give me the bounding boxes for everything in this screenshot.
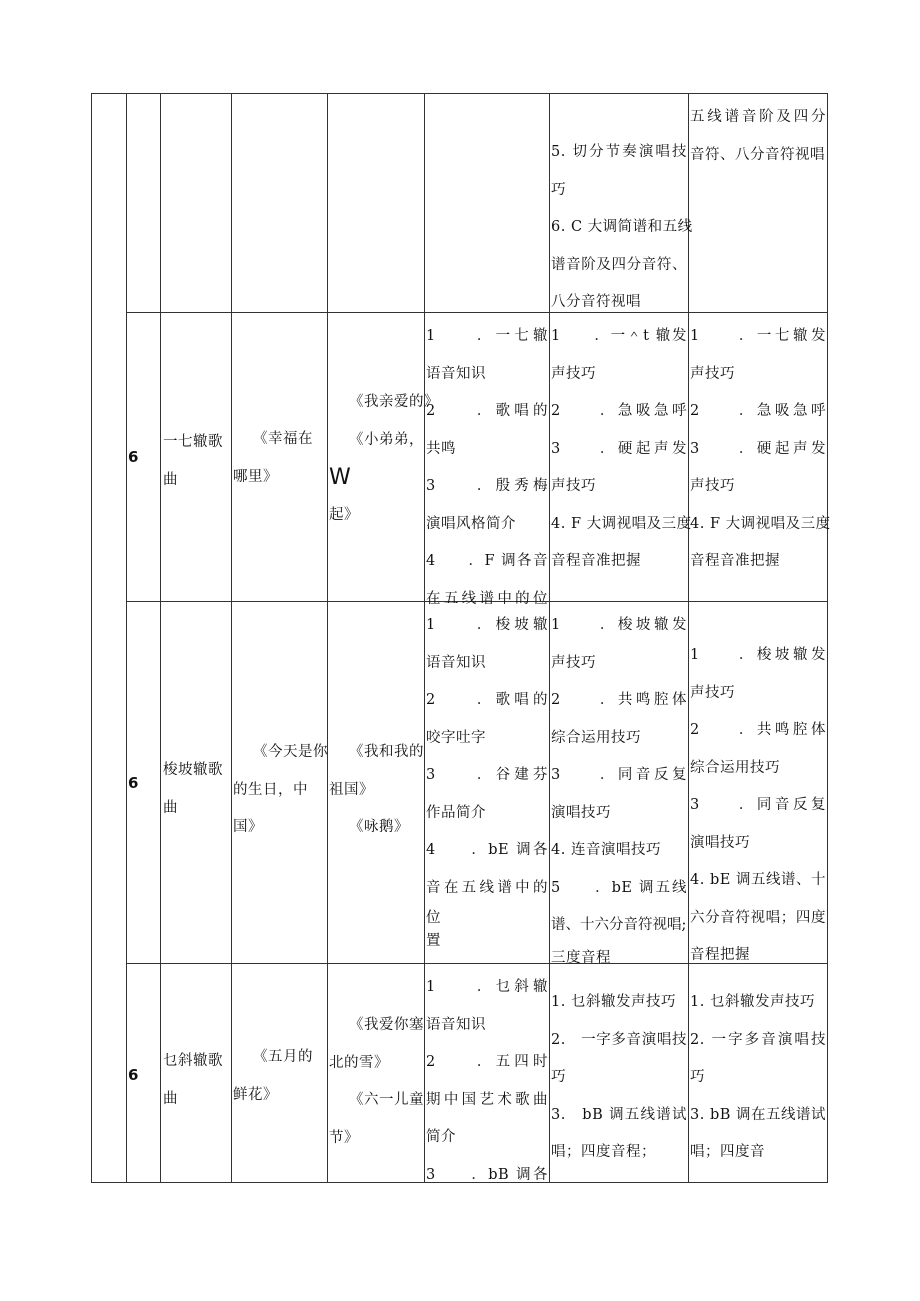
cell-text: 4. F 大调视唱及三度 (551, 515, 692, 532)
cell-text: 6. C 大调简谱和五线 (551, 219, 693, 235)
assessment-cell (690, 984, 826, 1172)
cell-text: 1 ．一七辙 (426, 328, 548, 344)
assessment-cell (690, 318, 831, 581)
col-border (827, 93, 828, 1183)
table-top-border (91, 93, 828, 94)
song-cell (233, 1039, 326, 1114)
cell-text: 3 ．硬起声发 (690, 440, 826, 457)
cell-text: 三度音程 (551, 949, 611, 966)
cell-text: 4. bE 调五线谱、十 (690, 872, 826, 888)
song-cell (329, 1007, 423, 1157)
cell-text: 1 ．梭坡辙 (426, 617, 548, 633)
cell-text: 国》 (233, 819, 263, 835)
cell-text: 置 (426, 933, 441, 949)
cell-text: 演唱风格简介 (426, 515, 516, 532)
cell-text: 综合运用技巧 (551, 729, 641, 746)
assessment-cell (690, 637, 826, 975)
cell-text: 声技巧 (551, 365, 596, 382)
cell-text: 语音知识 (426, 1016, 486, 1033)
cell-text: 音程音准把握 (551, 553, 641, 569)
cell-text: 4. F 大调视唱及三度 (690, 515, 831, 532)
cell-text: 3 ．硬起声发 (551, 440, 687, 457)
cell-text: 巧 (551, 181, 566, 198)
knowledge-cell (426, 969, 548, 1181)
col-border (327, 93, 328, 1183)
cell-text: 1. 乜斜辙发声技巧 (690, 994, 815, 1010)
cell-text: 2 ．歌唱的 (426, 403, 548, 419)
song-cell (329, 384, 439, 534)
cell-text: 5 ．bE 调五线 (551, 879, 687, 896)
cell-text: 五线谱音阶及四分 (690, 109, 826, 125)
cell-text: 《我亲爱的》 (349, 394, 439, 410)
cell-text: 《幸福在 (253, 431, 313, 447)
cell-text: 2 ．歌唱的 (426, 692, 548, 708)
cell-text: 1 ．梭坡辙发 (690, 647, 826, 663)
unit-title-cell (163, 424, 230, 499)
cell-text: 期中国艺术歌曲 (426, 1091, 548, 1108)
cell-text: 《今天是你 (253, 744, 328, 760)
cell-text: 2 ．共鸣腔体 (690, 722, 826, 738)
cell-text: 音在五线谱中的 (426, 879, 548, 896)
cell-text: 八分音符视唱 (551, 294, 641, 310)
cell-text: 六分音符视唱；四度 (690, 909, 826, 926)
cell-text: 梭坡辙歌 (163, 762, 223, 778)
cell-text: 唱；四度音 (690, 1144, 765, 1160)
cell-text: 3. bB 调五线谱试 (551, 1106, 687, 1123)
cell-text: 鲜花》 (233, 1086, 278, 1103)
cell-text: 2. 一字多音演唱技 (551, 1031, 687, 1048)
knowledge-cell (426, 318, 548, 618)
cell-text: 《我爱你塞 (349, 1017, 424, 1033)
cell-text: 1 ．一七辙发 (690, 328, 826, 344)
cell-text: 在五线谱中的位 (426, 590, 548, 607)
cell-text: 一七辙歌 (163, 434, 223, 450)
cell-text: 3 ．谷建芬 (426, 767, 548, 783)
cell-text: 谱音阶及四分音符、 (551, 256, 687, 273)
lesson-count: 6 (128, 774, 139, 792)
cell-text: 2 ．共鸣腔体 (551, 692, 687, 708)
col-border (424, 93, 425, 1183)
cell-text: 2 ．急吸急呼 (690, 403, 826, 419)
cell-text: 综合运用技巧 (690, 759, 780, 776)
lesson-count: 6 (128, 448, 139, 466)
skill-goal-cell (551, 134, 693, 322)
cell-text: 演唱技巧 (551, 804, 611, 821)
cell-text: 位 (426, 910, 441, 926)
song-cell (233, 421, 326, 496)
cell-text: 曲 (163, 471, 178, 488)
cell-text: 1. 乜斜辙发声技巧 (551, 994, 676, 1010)
cell-text: 1 ．梭坡辙发 (551, 617, 687, 633)
cell-text: 作品简介 (426, 804, 486, 821)
cell-text: 音程把握 (690, 947, 750, 963)
skill-goal-cell (551, 607, 687, 971)
cell-text: 简介 (426, 1129, 456, 1145)
cell-text: 节》 (329, 1129, 359, 1146)
cell-text: 1 ．一＾t 辙发 (551, 328, 687, 344)
unit-title-cell (163, 752, 230, 827)
cell-text: 咬字吐字 (426, 729, 486, 746)
cell-text: 声技巧 (690, 365, 735, 382)
cell-text: W (329, 465, 352, 490)
cell-text: 3. bB 调在五线谱试 (690, 1106, 826, 1123)
col-border (231, 93, 232, 1183)
cell-text: 声技巧 (690, 478, 735, 494)
skill-goal-cell (551, 318, 692, 581)
cell-text: 演唱技巧 (690, 834, 750, 851)
cell-text: 4. 连音演唱技巧 (551, 842, 661, 858)
unit-title-cell (163, 1043, 230, 1118)
cell-text: 4 ．bE 调各 (426, 842, 548, 858)
cell-text: 《咏鹅》 (349, 819, 409, 835)
cell-text: 的生日，中 (233, 781, 308, 798)
cell-text: 3 ．同音反复 (551, 767, 687, 783)
cell-text: 《我和我的 (349, 744, 424, 760)
cell-text: 祖国》 (329, 781, 374, 798)
cell-text: 谱、十六分音符视唱; (551, 917, 687, 933)
cell-text: 音程音准把握 (690, 553, 780, 569)
col-border (126, 93, 127, 1183)
col-border (688, 93, 689, 1183)
cell-text: 2 ．五四时 (426, 1054, 548, 1070)
lesson-count: 6 (128, 1066, 139, 1084)
skill-goal-cell (551, 984, 687, 1172)
cell-text: 共鸣 (426, 440, 456, 457)
cell-text: 语音知识 (426, 654, 486, 671)
cell-text: 《小弟弟， (349, 431, 424, 448)
cell-text: 4 ．F 调各音 (426, 553, 548, 569)
cell-text: 音符、八分音符视唱 (690, 146, 825, 163)
cell-text: 曲 (163, 1090, 178, 1107)
cell-text: 曲 (163, 799, 178, 816)
cell-text: 声技巧 (551, 654, 596, 671)
cell-text: 2 ．急吸急呼 (551, 403, 687, 419)
cell-text: 3 ．bB 调各 (426, 1166, 548, 1183)
col-border (549, 93, 550, 1183)
cell-text: 5. 切分节奏演唱技 (551, 144, 687, 160)
cell-text: 声技巧 (551, 478, 596, 494)
cell-text: 3 ．同音反复 (690, 797, 826, 813)
cell-text: 《六一儿童 (349, 1092, 424, 1108)
cell-text: 北的雪》 (329, 1054, 389, 1071)
cell-text: 哪里》 (233, 468, 278, 485)
cell-text: 语音知识 (426, 365, 486, 382)
song-cell (233, 734, 326, 847)
cell-text: 声技巧 (690, 684, 735, 701)
cell-text: 《五月的 (253, 1049, 313, 1065)
cell-text: 2. 一字多音演唱技 (690, 1031, 826, 1048)
col-border (160, 93, 161, 1183)
cell-text: 巧 (551, 1069, 566, 1085)
knowledge-cell (426, 607, 548, 953)
col-border (91, 93, 92, 1183)
cell-text: 起》 (329, 506, 359, 523)
song-cell (329, 734, 423, 847)
cell-text: 唱；四度音程； (551, 1144, 656, 1160)
cell-text: 巧 (690, 1069, 705, 1085)
cell-text: 3 ．殷秀梅 (426, 478, 548, 494)
assessment-cell (690, 99, 826, 174)
cell-text: 乜斜辙歌 (163, 1053, 223, 1069)
cell-text: 1 ．乜斜辙 (426, 979, 548, 995)
